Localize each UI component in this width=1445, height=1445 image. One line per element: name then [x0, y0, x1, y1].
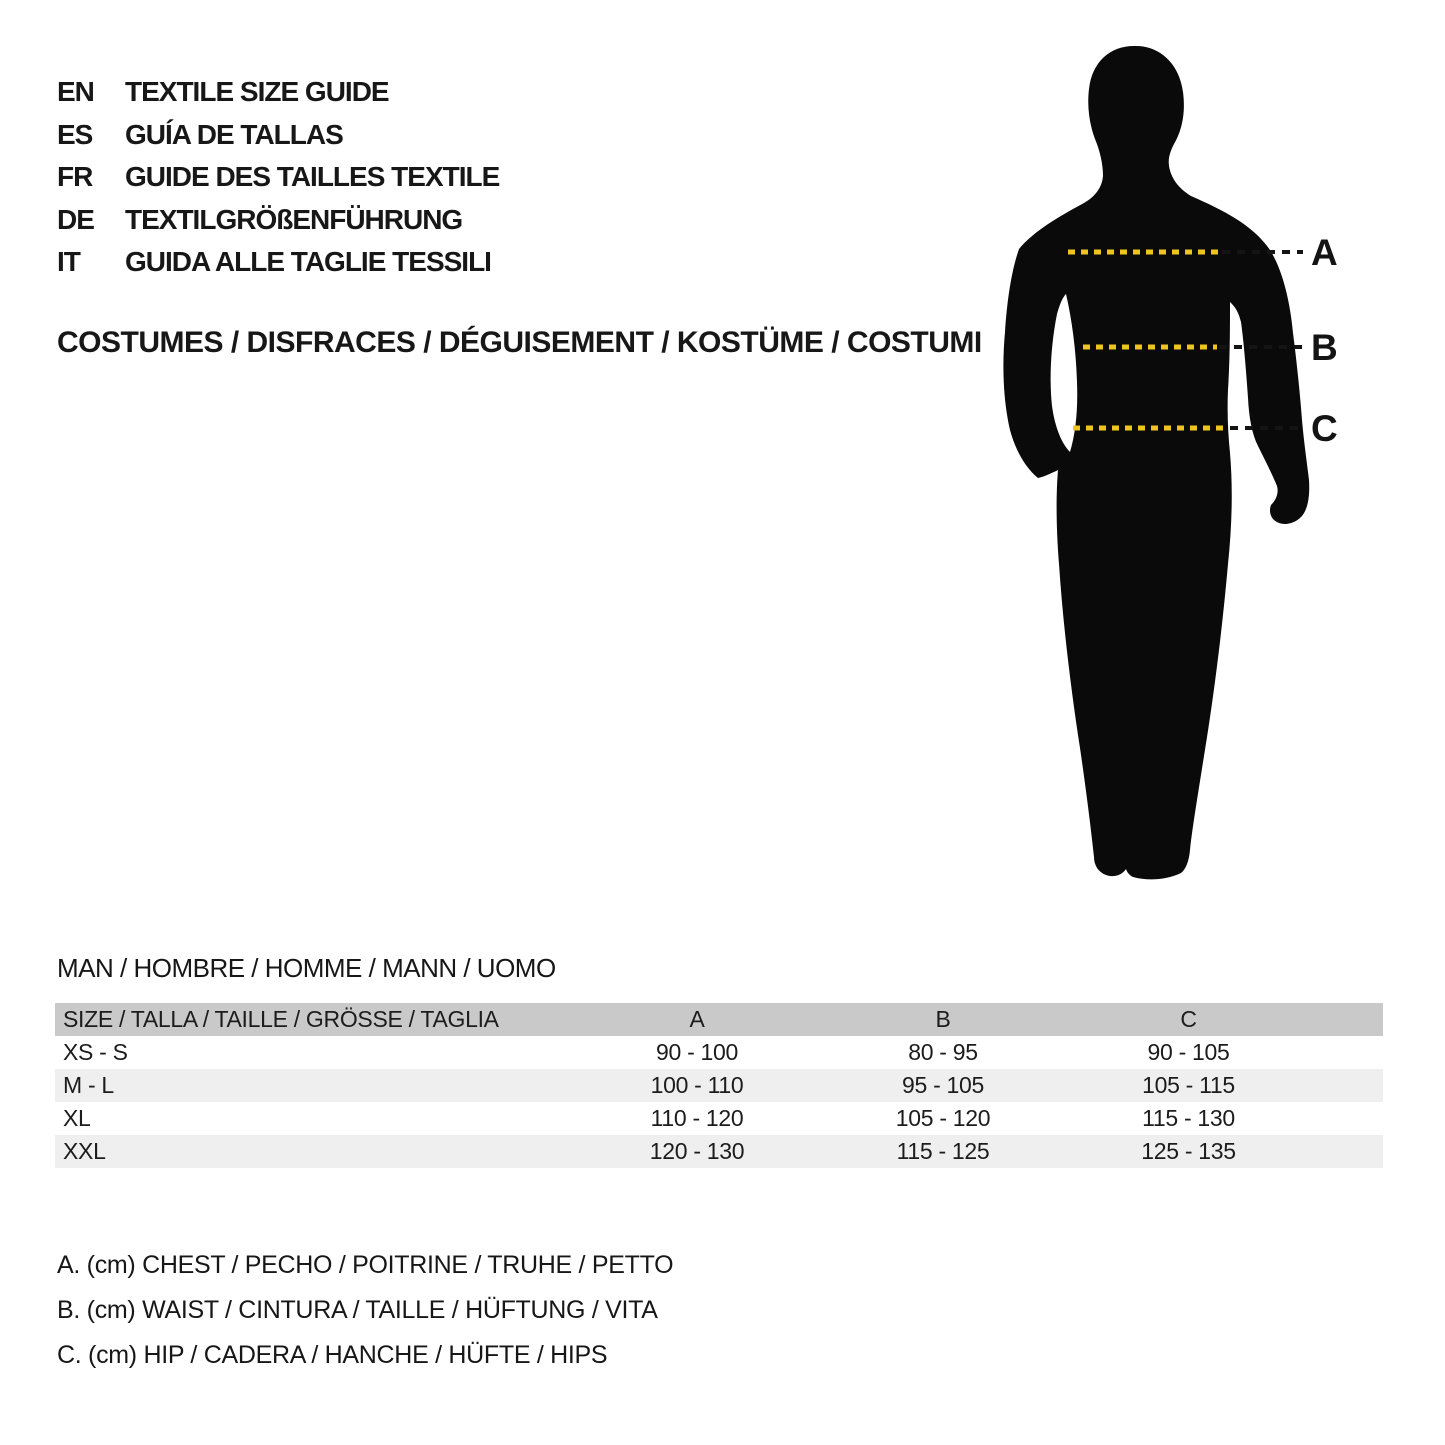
- gender-section-title: MAN / HOMBRE / HOMME / MANN / UOMO: [57, 953, 556, 983]
- legend-line-a: A. (cm) CHEST / PECHO / POITRINE / TRUHE / PETTO: [57, 1251, 674, 1279]
- list-item: [57, 199, 499, 242]
- chest-range-cell: 120 - 130: [649, 1138, 745, 1164]
- chest-range-cell: 100 - 110: [650, 1072, 744, 1098]
- list-item: [57, 71, 499, 114]
- column-header-size: SIZE / TALLA / TAILLE / GRÖSSE / TAGLIA: [63, 1006, 499, 1032]
- hip-range-cell: 90 - 105: [1147, 1039, 1230, 1065]
- language-code: IT: [57, 246, 80, 278]
- guide-title: TEXTILGRÖßENFÜHRUNG: [125, 203, 463, 235]
- size-table: [55, 1003, 1383, 1168]
- marker-label-c: C: [1311, 408, 1338, 449]
- legend-line-c: C. (cm) HIP / CADERA / HANCHE / HÜFTE / HIPS: [57, 1341, 608, 1369]
- man-silhouette-figure: [1000, 0, 1345, 900]
- chest-range-cell: 90 - 100: [656, 1039, 738, 1065]
- column-header-b: B: [935, 1006, 951, 1032]
- waist-range-cell: 95 - 105: [902, 1072, 984, 1098]
- hip-range-cell: 105 - 115: [1142, 1072, 1235, 1098]
- hip-range-cell: 115 - 130: [1142, 1105, 1235, 1131]
- column-header-filler: [1311, 1003, 1383, 1036]
- list-item: [57, 114, 499, 157]
- legend-line-b: B. (cm) WAIST / CINTURA / TAILLE / HÜFTUNG / VITA: [57, 1296, 658, 1324]
- language-code: FR: [57, 161, 93, 193]
- marker-label-b: B: [1311, 327, 1338, 368]
- language-code: ES: [57, 118, 93, 150]
- man-silhouette: [1003, 46, 1309, 879]
- size-table-header-row: [55, 1003, 1383, 1036]
- table-row: [55, 1069, 1383, 1102]
- filler-cell: [1311, 1102, 1383, 1135]
- guide-title: GUIDE DES TAILLES TEXTILE: [125, 161, 500, 193]
- table-row: [55, 1102, 1383, 1135]
- filler-cell: [1311, 1036, 1383, 1069]
- guide-title: GUÍA DE TALLAS: [125, 118, 343, 150]
- filler-cell: [1311, 1069, 1383, 1102]
- guide-title: TEXTILE SIZE GUIDE: [125, 76, 389, 108]
- table-row: [55, 1135, 1383, 1168]
- column-header-c: C: [1180, 1006, 1197, 1032]
- waist-range-cell: 115 - 125: [896, 1138, 990, 1164]
- size-cell: M - L: [63, 1072, 114, 1098]
- language-title-list: [57, 71, 499, 284]
- size-cell: XXL: [63, 1138, 106, 1164]
- measurement-legend: [57, 1243, 673, 1378]
- waist-range-cell: 80 - 95: [908, 1039, 978, 1065]
- table-row: [55, 1036, 1383, 1069]
- language-code: DE: [57, 203, 94, 235]
- column-header-a: A: [689, 1006, 705, 1032]
- waist-range-cell: 105 - 120: [895, 1105, 991, 1131]
- marker-label-a: A: [1311, 232, 1338, 273]
- list-item: [57, 241, 499, 284]
- size-cell: XS - S: [63, 1039, 128, 1065]
- language-code: EN: [57, 76, 94, 108]
- list-item: [57, 156, 499, 199]
- size-cell: XL: [63, 1105, 91, 1131]
- category-title: COSTUMES / DISFRACES / DÉGUISEMENT / KOSTÜME / COSTUMI: [57, 326, 982, 359]
- chest-range-cell: 110 - 120: [650, 1105, 744, 1131]
- filler-cell: [1311, 1135, 1383, 1168]
- guide-title: GUIDA ALLE TAGLIE TESSILI: [125, 246, 491, 278]
- hip-range-cell: 125 - 135: [1141, 1138, 1236, 1164]
